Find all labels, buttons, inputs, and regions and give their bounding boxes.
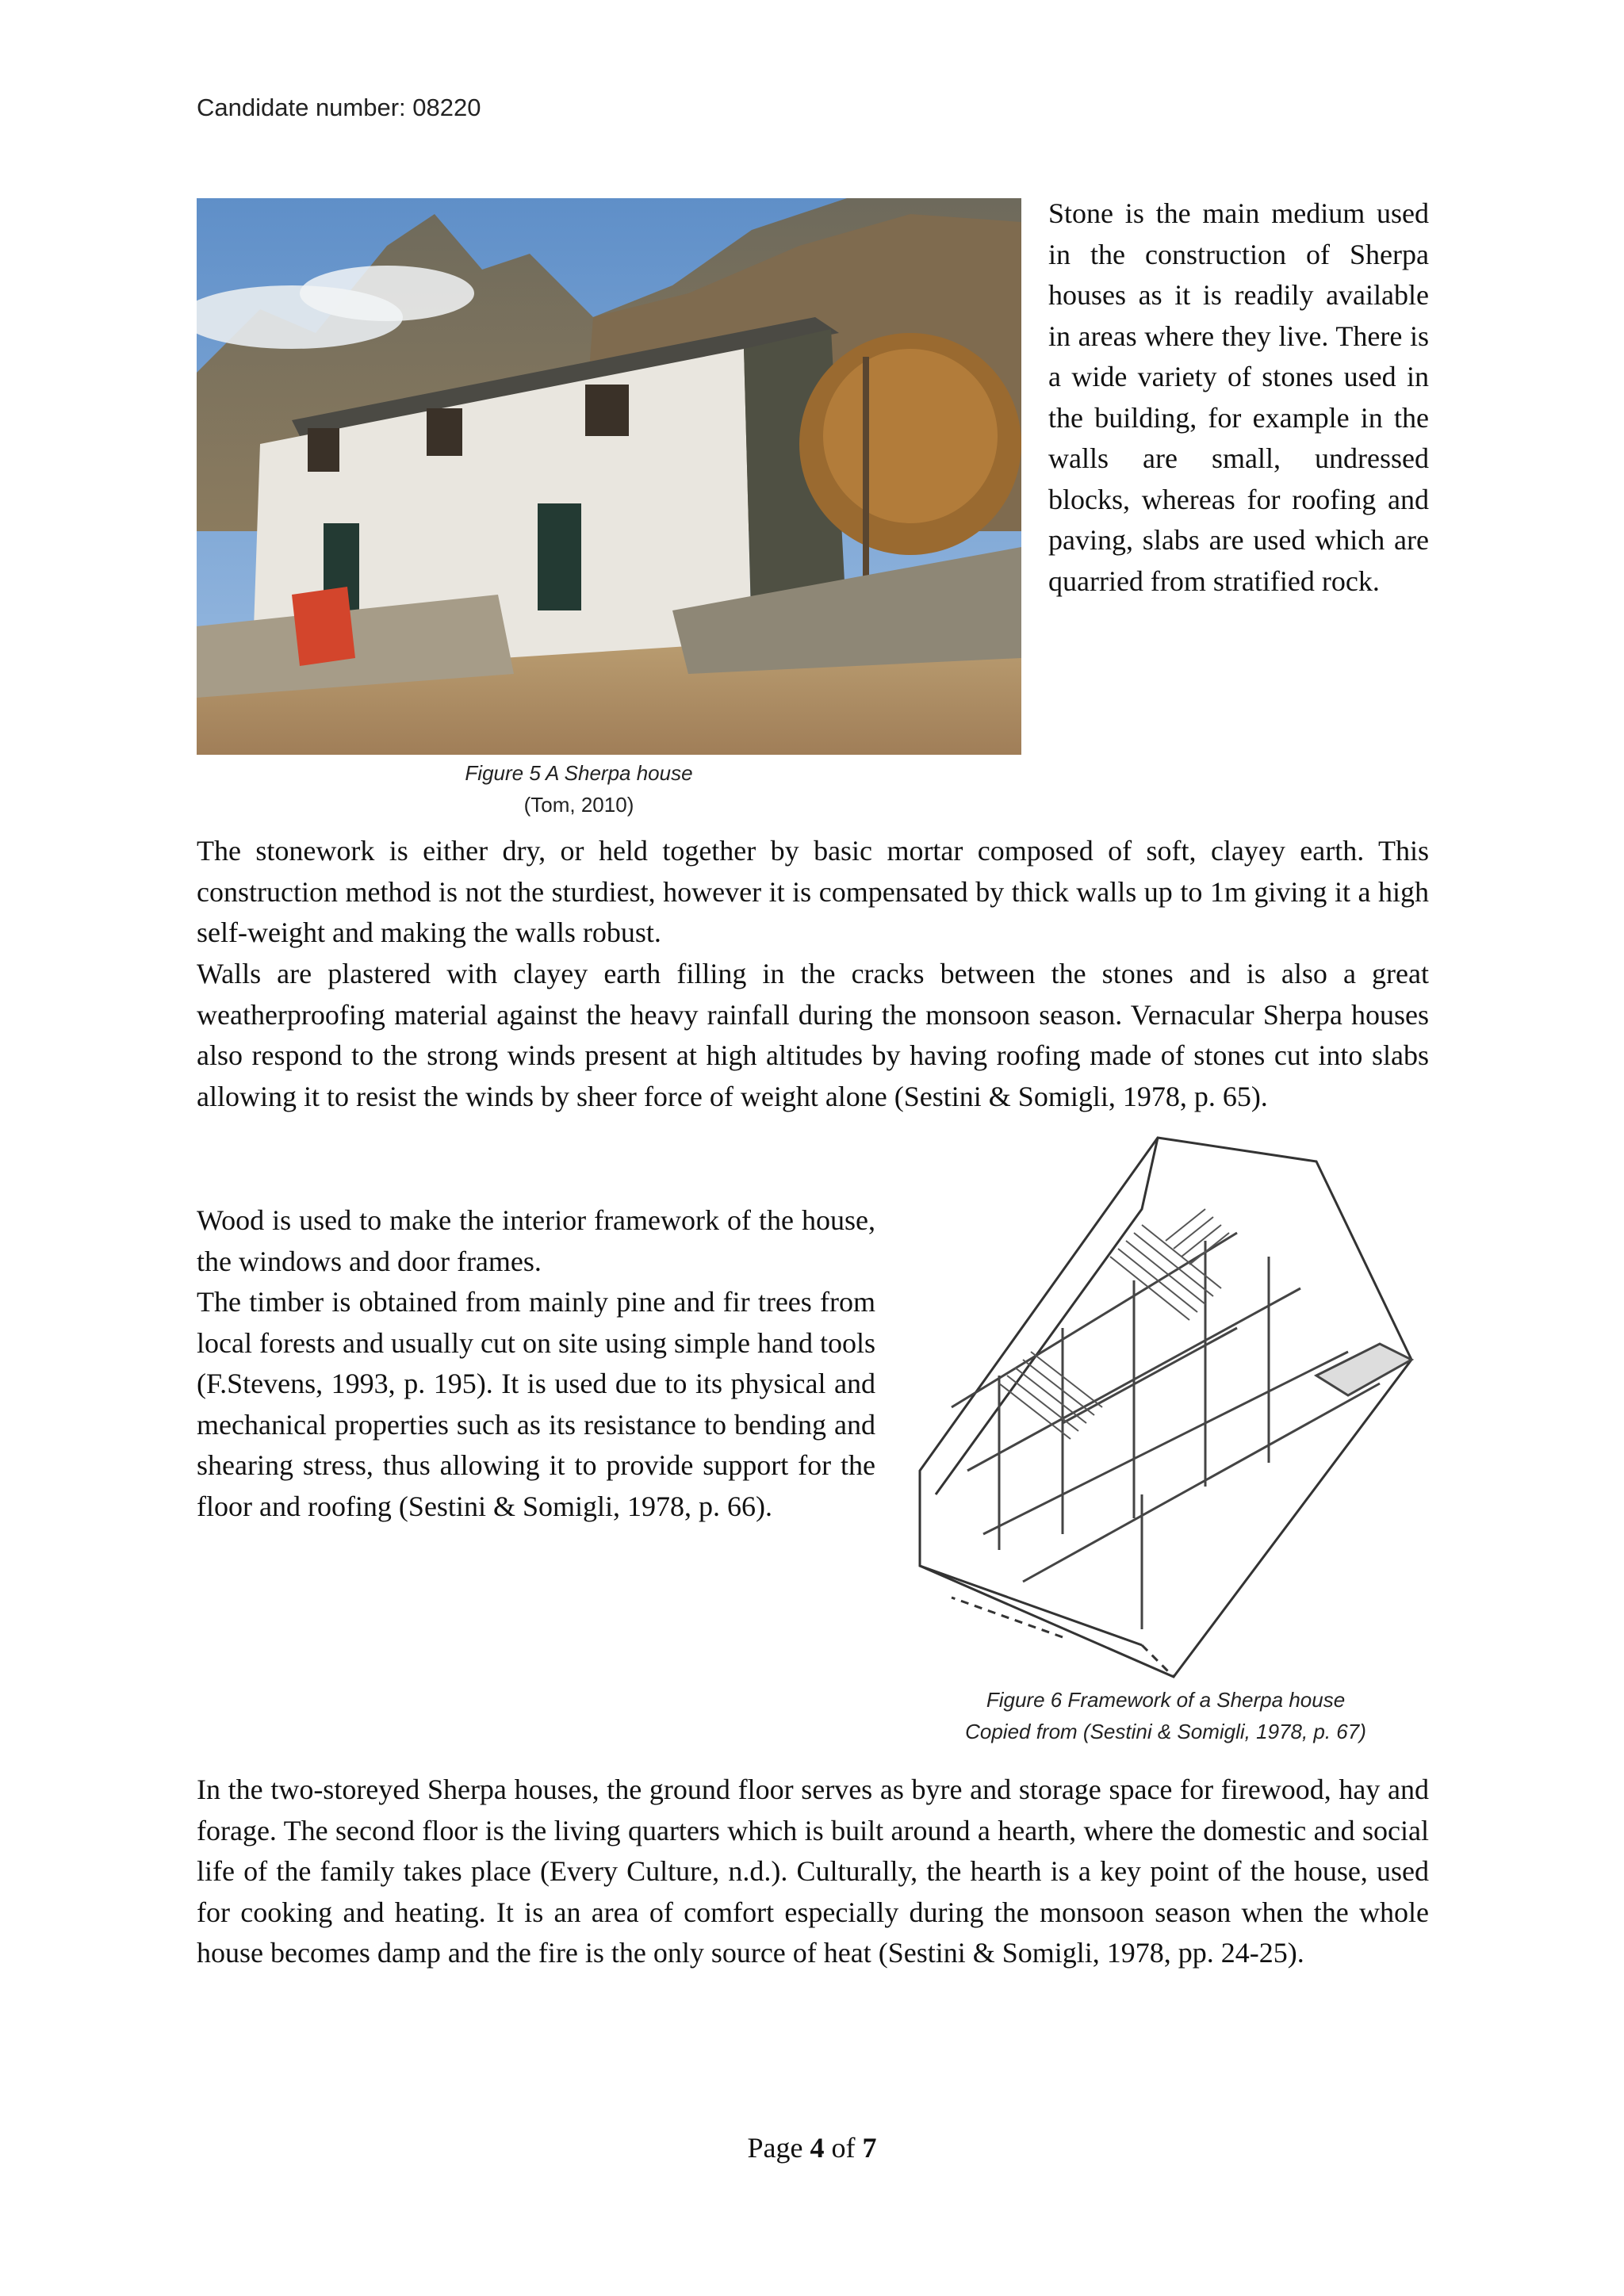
intro-paragraph: Stone is the main medium used in the construction of Sherpa houses as it is readily available in areas where they live. There is a wide variety of stones used in the building, for example in the walls are small, undressed blocks, whereas for roofing and paving, slabs are used which are quarried from stratified rock. xyxy=(1048,197,1429,597)
framework-drawing xyxy=(904,1122,1443,1693)
total-pages: 7 xyxy=(862,2132,877,2164)
figure-6-title: Figure 6 Framework of a Sherpa house xyxy=(986,1688,1346,1712)
sherpa-house-photo xyxy=(197,198,1021,755)
figure-6-caption xyxy=(912,1684,1419,1747)
stonework-paragraph: The stonework is either dry, or held together by basic mortar composed of soft, clayey earth. This construction method is not the sturdiest, however it is compensated by thick walls up to 1m giving it a high self-weight and making the walls robust. xyxy=(197,835,1429,948)
page-number: 4 xyxy=(810,2132,825,2164)
figure-5-citation: (Tom, 2010) xyxy=(523,793,634,817)
timber-paragraph: The timber is obtained from mainly pine and fir trees from local forests and usually cut on site using simple hand tools (F.Stevens, 1993, p. 195). It is used due to its physical and mechanical properties such as its resistance to bending and shearing stress, thus allowing it to provide support for the floor and roofing (Sestini & Somigli, 1978, p. 66). xyxy=(197,1286,875,1522)
figure-5-caption xyxy=(440,757,718,821)
page-footer xyxy=(0,2131,1624,2164)
walls-paragraph: Walls are plastered with clayey earth filling in the cracks between the stones and is also a great weatherproofing material against the heavy rainfall during the monsoon season. Vernacular Sherpa houses also respond to the strong winds present at high altitudes by having roofing made of stones cut into slabs allowing it to resist the winds by sheer force of weight alone (Sestini & Somigli, 1978, p. 65). xyxy=(197,958,1429,1112)
figure-5-title: Figure 5 A Sherpa house xyxy=(465,761,693,785)
figure-6-citation: Copied from (Sestini & Somigli, 1978, p. 67) xyxy=(965,1720,1366,1743)
candidate-number-header: Candidate number: 08220 xyxy=(197,94,481,121)
wood-paragraph: Wood is used to make the interior framework of the house, the windows and door frames. xyxy=(197,1204,875,1277)
two-storey-paragraph: In the two-storeyed Sherpa houses, the ground floor serves as byre and storage space for firewood, hay and forage. The second floor is the living quarters which is built around a hearth, where the domestic and social life of the family takes place (Every Culture, n.d.). Culturally, the hearth is a key point of the house, used for cooking and heating. It is an area of comfort especially during the monsoon season when the whole house becomes damp and the fire is the only source of heat (Sestini & Somigli, 1978, pp. 24-25). xyxy=(197,1774,1429,1969)
page-label: Page xyxy=(747,2132,803,2164)
of-label: of xyxy=(831,2132,856,2164)
